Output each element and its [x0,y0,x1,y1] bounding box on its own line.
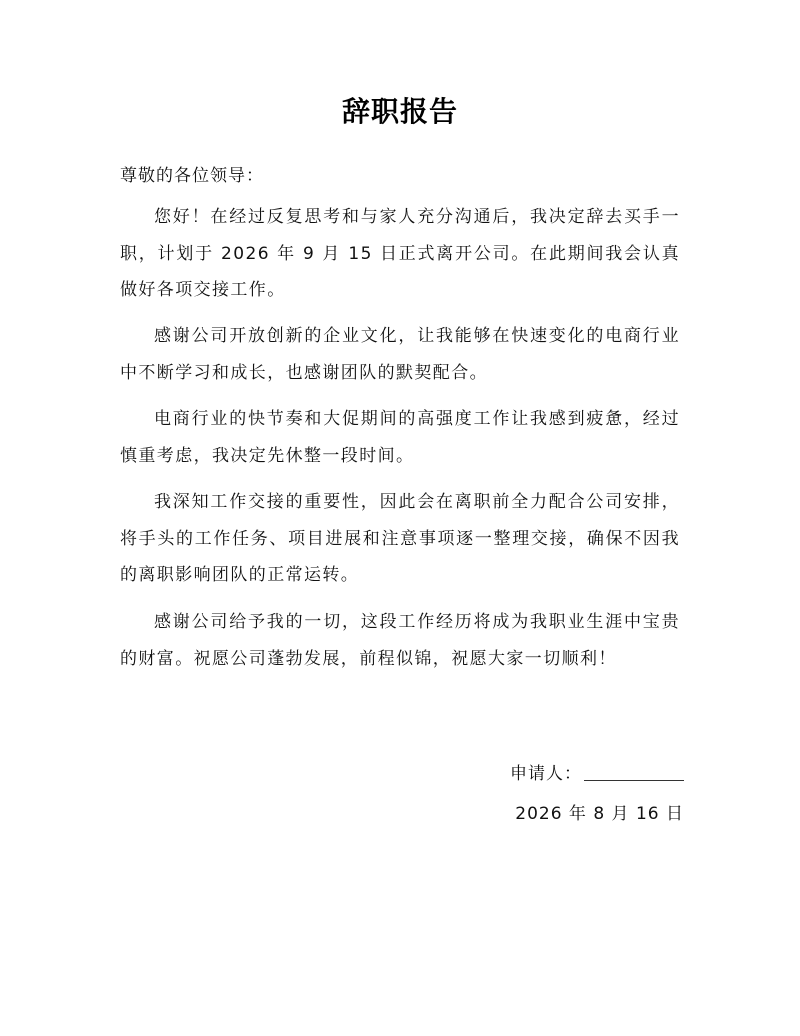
salutation: 尊敬的各位领导： [120,166,264,186]
letter-date: 2026 年 8 月 16 日 [515,804,684,824]
applicant-label: 申请人： [510,764,582,784]
applicant-signature-line [510,756,684,792]
signature-blank [584,760,684,781]
paragraph-reason: 电商行业的快节奏和大促期间的高强度工作让我感到疲惫，经过慎重考虑，我决定先休整一段时间。 [120,409,680,466]
letter-title: 辞职报告 [341,95,458,128]
paragraph-handover: 我深知工作交接的重要性，因此会在离职前全力配合公司安排，将手头的工作任务、项目进展和注意事项逐一整理交接，确保不因我的离职影响团队的正常运转。 [120,492,680,585]
paragraph-gratitude-culture: 感谢公司开放创新的企业文化，让我能够在快速变化的电商行业中不断学习和成长，也感谢团队的默契配合。 [120,326,680,383]
paragraph-opening: 您好！在经过反复思考和与家人充分沟通后，我决定辞去买手一职，计划于 2026 年 9 月 15 日正式离开公司。在此期间我会认真做好各项交接工作。 [120,207,680,300]
paragraph-closing: 感谢公司给予我的一切，这段工作经历将成为我职业生涯中宝贵的财富。祝愿公司蓬勃发展，前程似锦，祝愿大家一切顺利！ [120,612,680,669]
